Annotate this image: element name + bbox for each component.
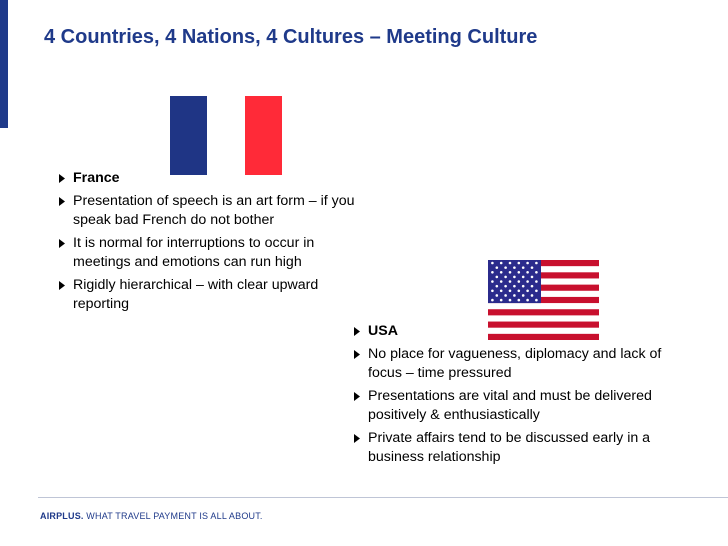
usa-point-text: Private affairs tend to be discussed early in a business relationship xyxy=(368,430,651,465)
bullet-icon xyxy=(59,239,65,248)
france-bullet-list xyxy=(59,169,369,318)
footer-brand: AIRPLUS. xyxy=(40,511,84,521)
usa-point xyxy=(354,387,684,425)
left-accent-bar xyxy=(0,0,8,128)
footer-divider xyxy=(38,497,728,498)
usa-point xyxy=(354,345,684,383)
bullet-icon xyxy=(354,392,360,401)
france-point xyxy=(59,192,369,230)
usa-point-text: No place for vagueness, diplomacy and lack of focus – time pressured xyxy=(368,346,662,381)
france-flag-icon xyxy=(170,96,282,175)
bullet-icon xyxy=(354,434,360,443)
bullet-icon xyxy=(59,281,65,290)
bullet-icon xyxy=(59,174,65,183)
slide-title: 4 Countries, 4 Nations, 4 Cultures – Meeting Culture xyxy=(44,26,538,48)
france-point-text: Presentation of speech is an art form – if you speak bad French do not bother xyxy=(73,193,355,228)
usa-point-text: Presentations are vital and must be delivered positively & enthusiastically xyxy=(368,388,652,423)
bullet-icon xyxy=(59,197,65,206)
france-point-text: It is normal for interruptions to occur in meetings and emotions can run high xyxy=(73,235,315,270)
france-point xyxy=(59,234,369,272)
france-heading-item xyxy=(59,169,369,188)
usa-heading: USA xyxy=(368,323,398,339)
france-point-text: Rigidly hierarchical – with clear upward reporting xyxy=(73,277,319,312)
usa-point xyxy=(354,429,684,467)
footer-tagline: WHAT TRAVEL PAYMENT IS ALL ABOUT. xyxy=(83,511,263,521)
usa-bullet-list xyxy=(354,322,684,471)
france-point xyxy=(59,276,369,314)
usa-heading-item xyxy=(354,322,684,341)
footer xyxy=(40,511,263,521)
bullet-icon xyxy=(354,350,360,359)
bullet-icon xyxy=(354,327,360,336)
france-heading: France xyxy=(73,170,120,186)
